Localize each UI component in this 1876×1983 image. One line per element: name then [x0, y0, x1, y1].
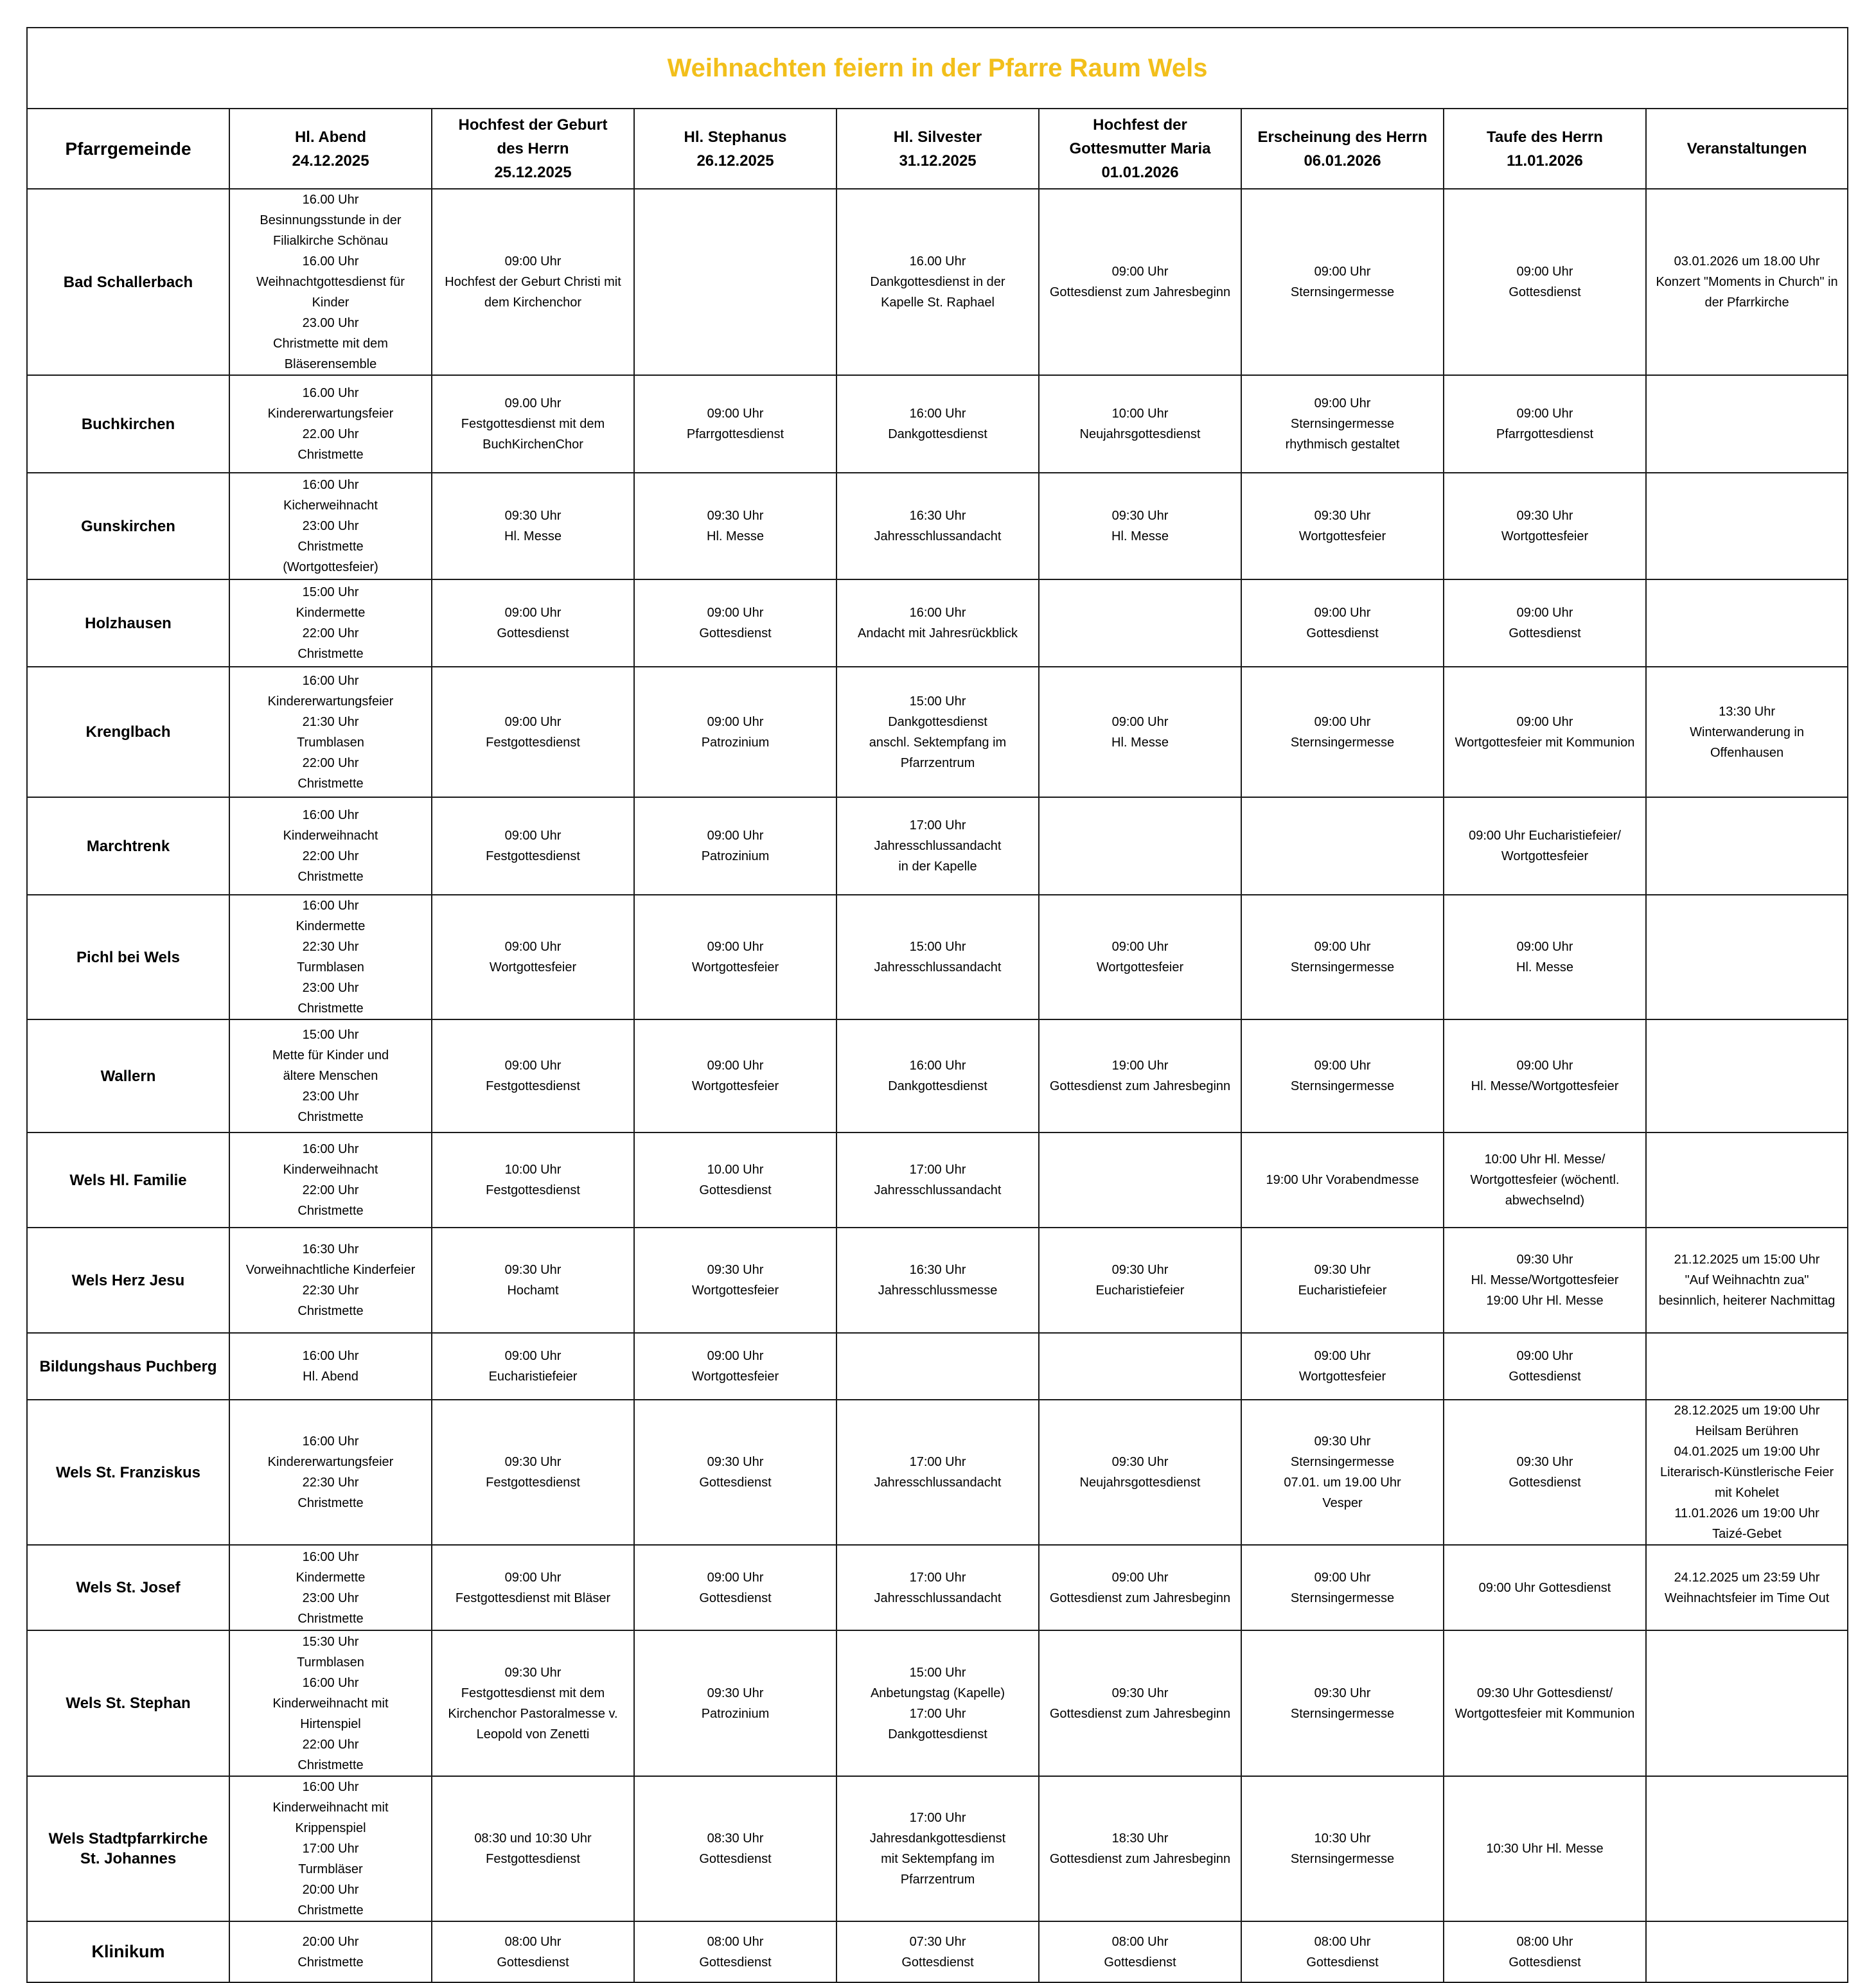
column-header-line: 26.12.2025 — [696, 152, 774, 170]
service-cell: 09:30 Uhr Wortgottesfeier — [1241, 473, 1444, 579]
table-row — [27, 1921, 1848, 1982]
table-row — [27, 473, 1848, 579]
service-cell: 15:00 Uhr Jahresschlussandacht — [836, 895, 1039, 1019]
service-cell: 10:30 Uhr Sternsingermesse — [1241, 1776, 1444, 1921]
service-cell: 10:00 Uhr Neujahrsgottesdienst — [1039, 375, 1241, 473]
parish-name — [27, 667, 229, 797]
parish-name-line: Klinikum — [91, 1942, 165, 1961]
column-header-line: Veranstaltungen — [1686, 140, 1807, 157]
parish-name-line: Buchkirchen — [81, 415, 175, 433]
service-cell — [1646, 1630, 1848, 1776]
service-cell: 09:30 Uhr Hl. Messe — [634, 473, 836, 579]
header-row — [27, 109, 1848, 189]
table-row — [27, 1400, 1848, 1545]
service-cell — [836, 1333, 1039, 1400]
service-cell: 28.12.2025 um 19:00 Uhr Heilsam Berühren 04.01.2025 um 19:00 Uhr Literarisch-Künstlerische Feier mit Kohelet 11.01.2026 um 19:00 Uhr Taizé-Gebet — [1646, 1400, 1848, 1545]
service-cell — [1646, 895, 1848, 1019]
service-cell: 16:00 Uhr Hl. Abend — [229, 1333, 432, 1400]
service-cell — [1241, 797, 1444, 895]
service-cell: 09:30 Uhr Eucharistiefeier — [1039, 1228, 1241, 1333]
service-cell — [1646, 1776, 1848, 1921]
parish-name — [27, 1776, 229, 1921]
service-cell: 09:00 Uhr Hl. Messe/Wortgottesfeier — [1444, 1019, 1646, 1133]
service-cell: 09:00 Uhr Eucharistiefeier — [432, 1333, 634, 1400]
parish-name — [27, 1133, 229, 1228]
parish-name — [27, 1630, 229, 1776]
column-header-line: Hl. Silvester — [893, 128, 982, 146]
service-cell: 09:00 Uhr Eucharistiefeier/ Wortgottesfeier — [1444, 797, 1646, 895]
service-cell — [1039, 1333, 1241, 1400]
service-cell: 09:00 Uhr Wortgottesfeier — [1241, 1333, 1444, 1400]
service-cell: 17:00 Uhr Jahresschlussandacht — [836, 1400, 1039, 1545]
service-cell: 09:00 Uhr Patrozinium — [634, 667, 836, 797]
service-cell: 10.00 Uhr Gottesdienst — [634, 1133, 836, 1228]
service-cell: 09:30 Uhr Gottesdienst/ Wortgottesfeier mit Kommunion — [1444, 1630, 1646, 1776]
service-cell: 09:30 Uhr Hochamt — [432, 1228, 634, 1333]
service-cell: 09:00 Uhr Hl. Messe — [1039, 667, 1241, 797]
service-cell — [1646, 473, 1848, 579]
service-cell: 09:00 Uhr Festgottesdienst — [432, 667, 634, 797]
service-cell: 19:00 Uhr Gottesdienst zum Jahresbeginn — [1039, 1019, 1241, 1133]
parish-name-line: Wels Hl. Familie — [69, 1171, 187, 1189]
service-cell: 17:00 Uhr Jahresdankgottesdienst mit Sektempfang im Pfarrzentrum — [836, 1776, 1039, 1921]
service-cell: 09:00 Uhr Festgottesdienst — [432, 797, 634, 895]
service-cell: 09:00 Uhr Wortgottesfeier — [634, 895, 836, 1019]
service-cell: 24.12.2025 um 23:59 Uhr Weihnachtsfeier im Time Out — [1646, 1545, 1848, 1630]
service-cell: 09:00 Uhr Sternsingermesse — [1241, 667, 1444, 797]
service-cell: 09:00 Uhr Festgottesdienst — [432, 1019, 634, 1133]
service-cell: 09:00 Uhr Festgottesdienst mit Bläser — [432, 1545, 634, 1630]
column-header-line: Hochfest der — [1093, 116, 1187, 134]
parish-name — [27, 1228, 229, 1333]
parish-name — [27, 797, 229, 895]
service-cell: 20:00 Uhr Christmette — [229, 1921, 432, 1982]
column-header-line: 01.01.2026 — [1101, 164, 1179, 181]
service-cell: 09:00 Uhr Wortgottesfeier — [634, 1019, 836, 1133]
column-header-line: Gottesmutter Maria — [1069, 140, 1211, 157]
column-header-line: 25.12.2025 — [494, 164, 572, 181]
service-cell: 09:00 Uhr Patrozinium — [634, 797, 836, 895]
service-cell: 09:00 Uhr Hl. Messe — [1444, 895, 1646, 1019]
service-cell: 09:30 Uhr Gottesdienst zum Jahresbeginn — [1039, 1630, 1241, 1776]
service-cell: 16:00 Uhr Kindererwartungsfeier 21:30 Uhr Trumblasen 22:00 Uhr Christmette — [229, 667, 432, 797]
service-cell: 09:00 Uhr Gottesdienst zum Jahresbeginn — [1039, 1545, 1241, 1630]
parish-name-line: Bad Schallerbach — [63, 273, 193, 291]
parish-name — [27, 1921, 229, 1982]
page-title: Weihnachten feiern in der Pfarre Raum Wels — [27, 28, 1848, 109]
column-header-line: Erscheinung des Herrn — [1257, 128, 1428, 146]
service-cell — [1039, 797, 1241, 895]
service-cell: 15:00 Uhr Mette für Kinder und ältere Menschen 23:00 Uhr Christmette — [229, 1019, 432, 1133]
title-row — [27, 28, 1848, 109]
column-header — [1039, 109, 1241, 189]
service-cell: 09:30 Uhr Eucharistiefeier — [1241, 1228, 1444, 1333]
service-cell: 17:00 Uhr Jahresschlussandacht — [836, 1133, 1039, 1228]
service-cell: 08:00 Uhr Gottesdienst — [432, 1921, 634, 1982]
column-header-line: des Herrn — [497, 140, 569, 157]
service-cell: 09:00 Uhr Sternsingermesse rhythmisch gestaltet — [1241, 375, 1444, 473]
service-cell: 09:00 Uhr Sternsingermesse — [1241, 189, 1444, 375]
service-cell: 13:30 Uhr Winterwanderung in Offenhausen — [1646, 667, 1848, 797]
table-row — [27, 189, 1848, 375]
table-row — [27, 797, 1848, 895]
service-cell: 18:30 Uhr Gottesdienst zum Jahresbeginn — [1039, 1776, 1241, 1921]
service-cell: 08:00 Uhr Gottesdienst — [1444, 1921, 1646, 1982]
parish-name-line: Wallern — [100, 1067, 156, 1085]
table-row — [27, 1776, 1848, 1921]
service-cell: 09:00 Uhr Sternsingermesse — [1241, 895, 1444, 1019]
parish-name-line: Wels Stadtpfarrkirche — [48, 1830, 208, 1847]
service-cell: 09:00 Uhr Sternsingermesse — [1241, 1545, 1444, 1630]
service-cell: 09:00 Uhr Gottesdienst — [1444, 189, 1646, 375]
service-cell — [1646, 1921, 1848, 1982]
service-cell: 03.01.2026 um 18.00 Uhr Konzert "Moments in Church" in der Pfarrkirche — [1646, 189, 1848, 375]
service-cell: 09:30 Uhr Neujahrsgottesdienst — [1039, 1400, 1241, 1545]
service-cell: 10:30 Uhr Hl. Messe — [1444, 1776, 1646, 1921]
service-cell: 09:00 Uhr Hochfest der Geburt Christi mit dem Kirchenchor — [432, 189, 634, 375]
table-row — [27, 1333, 1848, 1400]
table-row — [27, 1228, 1848, 1333]
column-header-line: 31.12.2025 — [899, 152, 977, 170]
column-header-line: Hochfest der Geburt — [458, 116, 608, 134]
column-header-line: 06.01.2026 — [1304, 152, 1381, 170]
service-cell: 09:30 Uhr Gottesdienst — [634, 1400, 836, 1545]
service-cell: 07:30 Uhr Gottesdienst — [836, 1921, 1039, 1982]
service-cell: 09:30 Uhr Hl. Messe/Wortgottesfeier 19:00 Uhr Hl. Messe — [1444, 1228, 1646, 1333]
service-cell: 08:00 Uhr Gottesdienst — [1039, 1921, 1241, 1982]
service-cell: 09:30 Uhr Sternsingermesse — [1241, 1630, 1444, 1776]
service-cell: 16:30 Uhr Jahresschlussandacht — [836, 473, 1039, 579]
service-cell: 09:00 Uhr Wortgottesfeier mit Kommunion — [1444, 667, 1646, 797]
service-cell: 16.00 Uhr Dankgottesdienst in der Kapelle St. Raphael — [836, 189, 1039, 375]
service-cell: 09:00 Uhr Gottesdienst — [432, 579, 634, 667]
service-cell: 09:30 Uhr Wortgottesfeier — [634, 1228, 836, 1333]
service-cell: 09:00 Uhr Gottesdienst — [634, 1545, 836, 1630]
column-header-line: Pfarrgemeinde — [65, 139, 191, 159]
parish-name-line: Wels St. Josef — [76, 1579, 181, 1596]
column-header — [229, 109, 432, 189]
service-cell: 09:00 Uhr Gottesdienst — [634, 579, 836, 667]
service-cell: 16:00 Uhr Kinderweihnacht mit Krippenspiel 17:00 Uhr Turmbläser 20:00 Uhr Christmette — [229, 1776, 432, 1921]
service-cell: 17:00 Uhr Jahresschlussandacht — [836, 1545, 1039, 1630]
service-cell: 09:00 Uhr Wortgottesfeier — [634, 1333, 836, 1400]
column-header — [1444, 109, 1646, 189]
service-cell — [1039, 1133, 1241, 1228]
service-cell: 09:30 Uhr Patrozinium — [634, 1630, 836, 1776]
schedule-table — [26, 27, 1848, 1983]
service-cell: 09:30 Uhr Wortgottesfeier — [1444, 473, 1646, 579]
service-cell: 15:30 Uhr Turmblasen 16:00 Uhr Kinderweihnacht mit Hirtenspiel 22:00 Uhr Christmette — [229, 1630, 432, 1776]
service-cell: 10:00 Uhr Festgottesdienst — [432, 1133, 634, 1228]
service-cell: 16:00 Uhr Kicherweihnacht 23:00 Uhr Christmette (Wortgottesfeier) — [229, 473, 432, 579]
parish-name — [27, 895, 229, 1019]
service-cell: 08:00 Uhr Gottesdienst — [634, 1921, 836, 1982]
column-header-line: Hl. Stephanus — [684, 128, 787, 146]
service-cell: 15:00 Uhr Dankgottesdienst anschl. Sektempfang im Pfarrzentrum — [836, 667, 1039, 797]
parish-name-line: Gunskirchen — [81, 517, 175, 535]
service-cell: 16:00 Uhr Dankgottesdienst — [836, 1019, 1039, 1133]
service-cell: 09:00 Uhr Sternsingermesse — [1241, 1019, 1444, 1133]
service-cell: 10:00 Uhr Hl. Messe/ Wortgottesfeier (wöchentl. abwechselnd) — [1444, 1133, 1646, 1228]
table-row — [27, 1133, 1848, 1228]
service-cell: 08:30 Uhr Gottesdienst — [634, 1776, 836, 1921]
service-cell: 09:00 Uhr Gottesdienst — [1444, 1333, 1646, 1400]
service-cell: 16:30 Uhr Jahresschlussmesse — [836, 1228, 1039, 1333]
service-cell: 15:00 Uhr Kindermette 22:00 Uhr Christmette — [229, 579, 432, 667]
service-cell — [634, 189, 836, 375]
service-cell — [1646, 1019, 1848, 1133]
service-cell: 16:00 Uhr Kindermette 22:30 Uhr Turmblasen 23:00 Uhr Christmette — [229, 895, 432, 1019]
service-cell: 15:00 Uhr Anbetungstag (Kapelle) 17:00 Uhr Dankgottesdienst — [836, 1630, 1039, 1776]
service-cell: 09:00 Uhr Wortgottesfeier — [1039, 895, 1241, 1019]
table-row — [27, 1019, 1848, 1133]
service-cell: 16:00 Uhr Kinderweihnacht 22:00 Uhr Christmette — [229, 1133, 432, 1228]
parish-name — [27, 1545, 229, 1630]
service-cell: 09:00 Uhr Gottesdienst — [1444, 579, 1646, 667]
column-header-line: 11.01.2026 — [1507, 152, 1583, 170]
service-cell: 16:30 Uhr Vorweihnachtliche Kinderfeier 22:30 Uhr Christmette — [229, 1228, 432, 1333]
column-header — [1646, 109, 1848, 189]
service-cell: 09:00 Uhr Gottesdienst zum Jahresbeginn — [1039, 189, 1241, 375]
parish-name-line: Wels Herz Jesu — [71, 1271, 185, 1289]
table-row — [27, 1630, 1848, 1776]
service-cell: 21.12.2025 um 15:00 Uhr "Auf Weihnachtn zua" besinnlich, heiterer Nachmittag — [1646, 1228, 1848, 1333]
service-cell: 09:00 Uhr Wortgottesfeier — [432, 895, 634, 1019]
parish-name — [27, 473, 229, 579]
parish-name — [27, 375, 229, 473]
service-cell: 09:00 Uhr Pfarrgottesdienst — [1444, 375, 1646, 473]
schedule-body — [27, 28, 1848, 1982]
service-cell: 08:00 Uhr Gottesdienst — [1241, 1921, 1444, 1982]
table-row — [27, 1545, 1848, 1630]
service-cell: 08:30 und 10:30 Uhr Festgottesdienst — [432, 1776, 634, 1921]
service-cell: 09:00 Uhr Gottesdienst — [1444, 1545, 1646, 1630]
service-cell — [1646, 375, 1848, 473]
parish-name-line: Krenglbach — [85, 723, 171, 741]
column-header — [1241, 109, 1444, 189]
parish-name — [27, 1019, 229, 1133]
table-row — [27, 579, 1848, 667]
service-cell — [1039, 579, 1241, 667]
parish-name — [27, 189, 229, 375]
column-header-line: Hl. Abend — [294, 128, 367, 146]
parish-name-line: Wels St. Franziskus — [56, 1463, 200, 1481]
parish-name — [27, 1400, 229, 1545]
table-row — [27, 375, 1848, 473]
service-cell: 17:00 Uhr Jahresschlussandacht in der Kapelle — [836, 797, 1039, 895]
parish-name-line: St. Johannes — [80, 1850, 177, 1867]
service-cell: 09:30 Uhr Gottesdienst — [1444, 1400, 1646, 1545]
column-header — [836, 109, 1039, 189]
parish-name — [27, 1333, 229, 1400]
service-cell: 16:00 Uhr Kinderweihnacht 22:00 Uhr Christmette — [229, 797, 432, 895]
service-cell: 09:30 Uhr Hl. Messe — [1039, 473, 1241, 579]
service-cell: 09:30 Uhr Festgottesdienst — [432, 1400, 634, 1545]
service-cell: 19:00 Uhr Vorabendmesse — [1241, 1133, 1444, 1228]
table-row — [27, 895, 1848, 1019]
service-cell: 16:00 Uhr Kindermette 23:00 Uhr Christmette — [229, 1545, 432, 1630]
column-header-line: 24.12.2025 — [292, 152, 369, 170]
service-cell: 16:00 Uhr Dankgottesdienst — [836, 375, 1039, 473]
parish-name-line: Marchtrenk — [86, 837, 170, 855]
service-cell: 09:00 Uhr Gottesdienst — [1241, 579, 1444, 667]
service-cell: 09:30 Uhr Sternsingermesse 07.01. um 19.00 Uhr Vesper — [1241, 1400, 1444, 1545]
service-cell: 16.00 Uhr Kindererwartungsfeier 22.00 Uhr Christmette — [229, 375, 432, 473]
service-cell: 09.00 Uhr Festgottesdienst mit dem BuchKirchenChor — [432, 375, 634, 473]
service-cell: 16.00 Uhr Besinnungsstunde in der Filialkirche Schönau 16.00 Uhr Weihnachtgottesdienst für Kinder 23.00 Uhr Christmette mit dem Bläserensemble — [229, 189, 432, 375]
parish-name-line: Holzhausen — [85, 614, 172, 632]
parish-name-line: Bildungshaus Puchberg — [39, 1357, 217, 1375]
column-header-line: Taufe des Herrn — [1487, 128, 1603, 146]
column-header — [432, 109, 634, 189]
service-cell: 09:30 Uhr Hl. Messe — [432, 473, 634, 579]
service-cell: 16:00 Uhr Andacht mit Jahresrückblick — [836, 579, 1039, 667]
service-cell — [1646, 1133, 1848, 1228]
service-cell: 09:30 Uhr Festgottesdienst mit dem Kirchenchor Pastoralmesse v. Leopold von Zenetti — [432, 1630, 634, 1776]
parish-name-line: Pichl bei Wels — [76, 948, 180, 966]
service-cell: 16:00 Uhr Kindererwartungsfeier 22:30 Uhr Christmette — [229, 1400, 432, 1545]
service-cell — [1646, 1333, 1848, 1400]
table-row — [27, 667, 1848, 797]
parish-name — [27, 579, 229, 667]
service-cell: 09:00 Uhr Pfarrgottesdienst — [634, 375, 836, 473]
column-header — [634, 109, 836, 189]
service-cell — [1646, 579, 1848, 667]
parish-name-line: Wels St. Stephan — [66, 1695, 191, 1712]
column-header — [27, 109, 229, 189]
service-cell — [1646, 797, 1848, 895]
